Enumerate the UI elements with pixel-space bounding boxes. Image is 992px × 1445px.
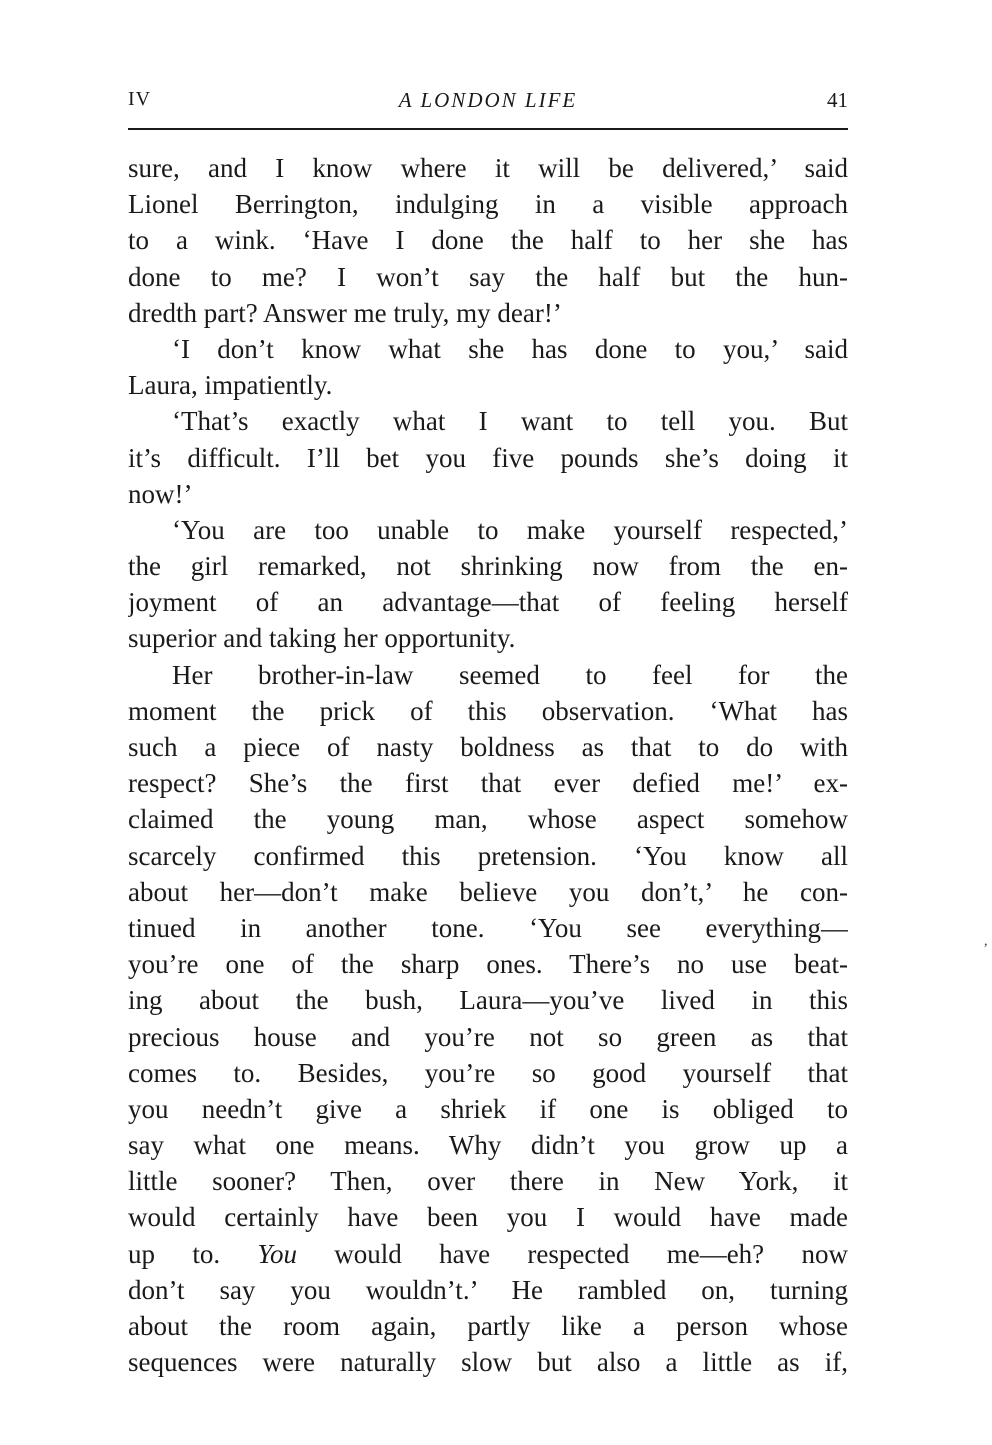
text-line: such a piece of nasty boldness as that to do with [128, 732, 848, 762]
text-line: say what one means. Why didn’t you grow up a [128, 1130, 848, 1161]
text-line: Laura, impatiently. [128, 370, 333, 401]
text-line: ing about the bush, Laura—you’ve lived in this [128, 985, 848, 1016]
text-line: now!’ [128, 478, 193, 509]
page-number: 41 [827, 88, 848, 112]
text-line: done to me? I won’t say the half but the hun- [128, 261, 848, 292]
book-title: A LONDON LIFE [398, 88, 578, 112]
text-line: scarcely confirmed this pretension. ‘You know all [128, 840, 848, 871]
text-line: the girl remarked, not shrinking now from the en- [128, 551, 848, 582]
header-rule [128, 128, 848, 130]
text-line: don’t say you wouldn’t.’ He rambled on, turning [128, 1274, 848, 1305]
body-text [128, 150, 848, 1380]
stray-mark: , [984, 934, 988, 949]
text-line: comes to. Besides, you’re so good yourself that [128, 1057, 848, 1088]
text-line: respect? She’s the first that ever defied me!’ ex- [128, 768, 848, 799]
text-line: you’re one of the sharp ones. There’s no use beat- [128, 949, 848, 980]
text-line: it’s difficult. I’ll bet you five pounds she’s doing it [128, 442, 848, 473]
italic-word: You [257, 1238, 297, 1269]
text-line: sure, and I know where it will be delivered,’ said [128, 153, 848, 183]
text-line: Her brother-in-law seemed to feel for the [172, 659, 848, 690]
text-line: ‘You are too unable to make yourself respected,’ [172, 514, 848, 545]
text-line: would certainly have been you I would have made [128, 1202, 848, 1233]
text-line: Lionel Berrington, indulging in a visible approach [128, 189, 848, 220]
text-line: about the room again, partly like a person whose [128, 1311, 848, 1341]
text-line: sequences were naturally slow but also a little as if, [128, 1347, 848, 1378]
text-line: up to. You would have respected me—eh? now [128, 1238, 848, 1269]
text-line: you needn’t give a shriek if one is obliged to [128, 1093, 848, 1124]
text-line: superior and taking her opportunity. [128, 623, 516, 654]
text-line: to a wink. ‘Have I done the half to her she has [128, 225, 848, 256]
running-head [128, 88, 848, 118]
text-line: ‘I don’t know what she has done to you,’ said [172, 333, 848, 364]
text-line: joyment of an advantage—that of feeling herself [128, 587, 848, 618]
text-line: ‘That’s exactly what I want to tell you. But [172, 406, 848, 437]
text-line: dredth part? Answer me truly, my dear!’ [128, 297, 562, 328]
text-line: tinued in another tone. ‘You see everything— [128, 912, 848, 943]
chapter-number: IV [128, 88, 152, 110]
text-line: claimed the young man, whose aspect somehow [128, 804, 848, 835]
text-line: moment the prick of this observation. ‘What has [128, 695, 848, 726]
text-line: precious house and you’re not so green as that [128, 1021, 848, 1052]
text-line: little sooner? Then, over there in New York, it [128, 1166, 848, 1197]
text-line: about her—don’t make believe you don’t,’ he con- [128, 876, 848, 907]
